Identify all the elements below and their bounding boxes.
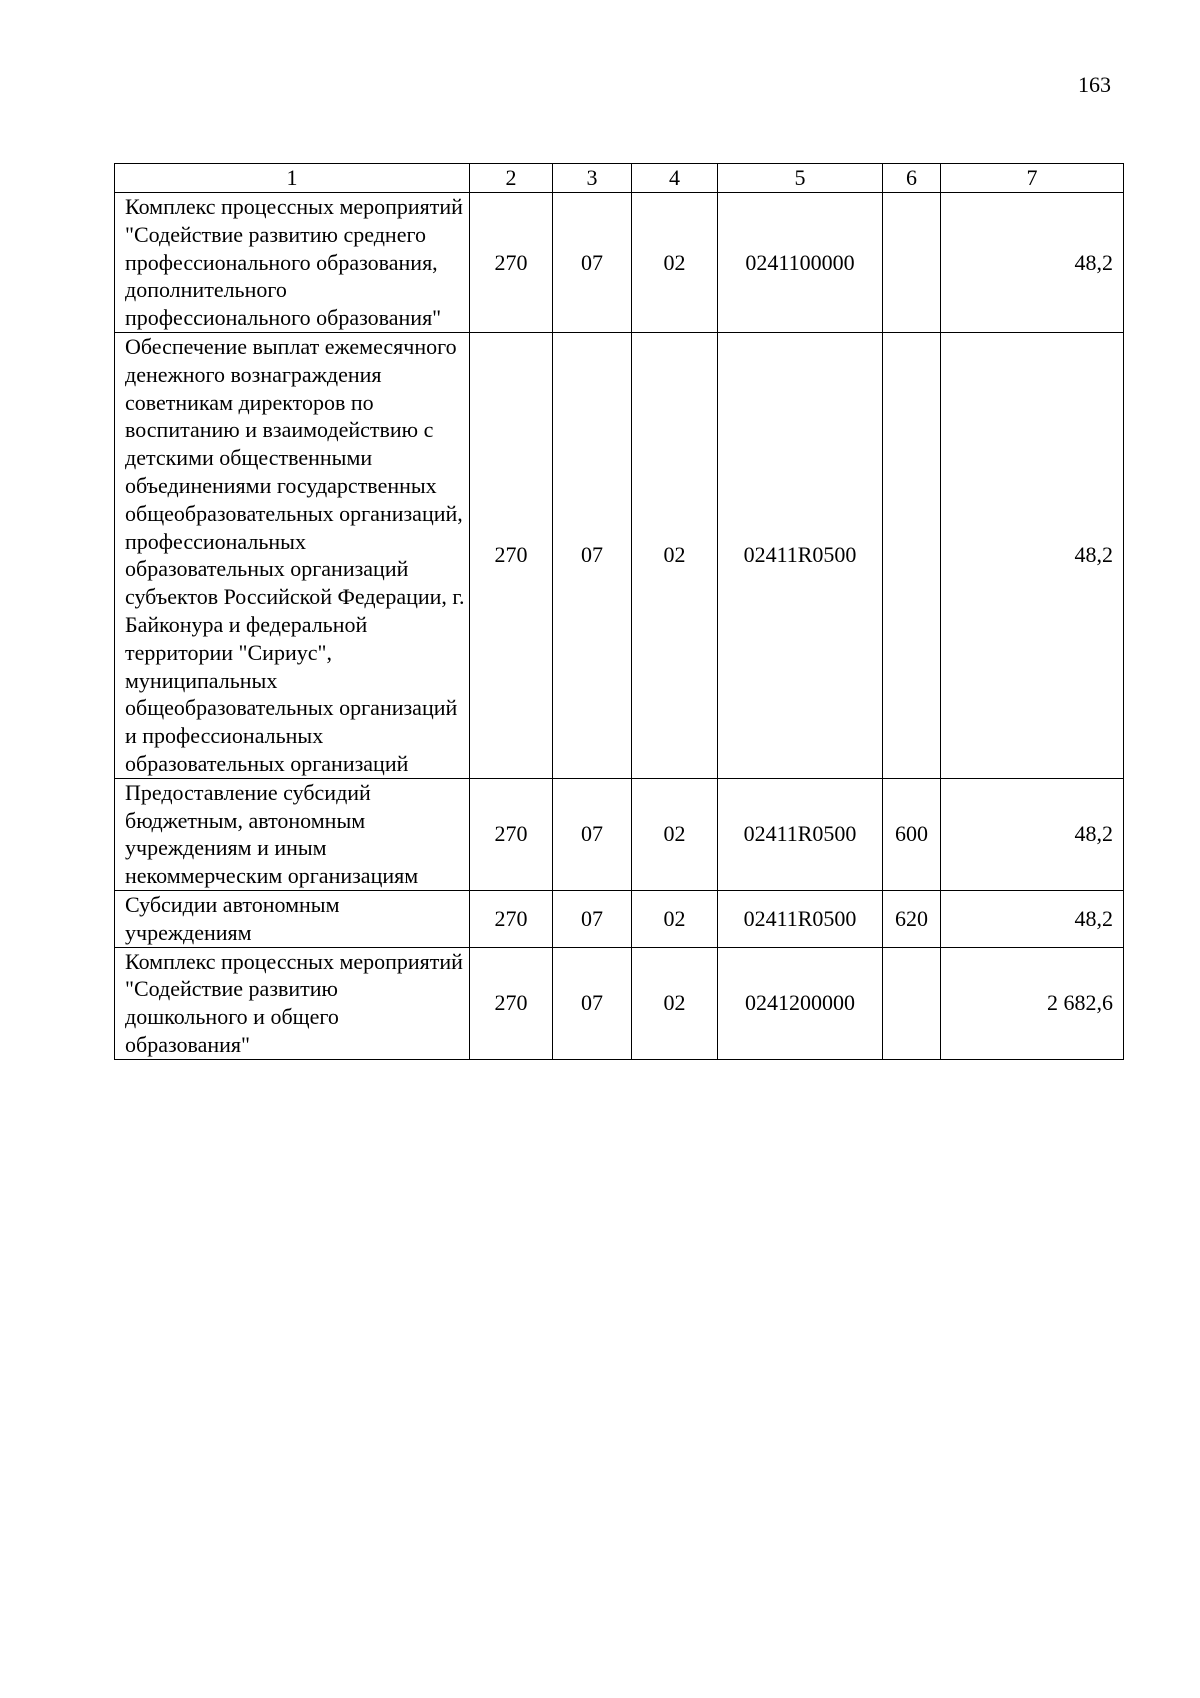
section-code: 07 bbox=[553, 947, 632, 1059]
subsection-code: 02 bbox=[632, 332, 718, 778]
target-article-code: 0241200000 bbox=[718, 947, 883, 1059]
expense-type-code: 600 bbox=[883, 778, 941, 890]
row-name: Предоставление субсидий бюджетным, автономным учреждениям и иным некоммерческим организациям bbox=[115, 778, 470, 890]
expense-type-code bbox=[883, 193, 941, 333]
subsection-code: 02 bbox=[632, 890, 718, 947]
column-header: 4 bbox=[632, 164, 718, 193]
target-article-code: 02411R0500 bbox=[718, 332, 883, 778]
row-name: Обеспечение выплат ежемесячного денежного вознаграждения советникам директоров по воспитанию и взаимодействию с детскими общественными объединениями государственных общеобразовательных организаций, профессиональных образовательных организаций субъектов Российской Федерации, г. Байконура и федеральной территории "Сириус", муниципальных общеобразовательных организаций и профессиональных образовательных организаций bbox=[115, 332, 470, 778]
column-header: 6 bbox=[883, 164, 941, 193]
expense-type-code bbox=[883, 332, 941, 778]
grbs-code: 270 bbox=[470, 778, 553, 890]
section-code: 07 bbox=[553, 778, 632, 890]
page-number: 163 bbox=[1078, 72, 1111, 97]
target-article-code: 0241100000 bbox=[718, 193, 883, 333]
section-code: 07 bbox=[553, 332, 632, 778]
amount-cell: 48,2 bbox=[941, 193, 1124, 333]
amount-cell: 48,2 bbox=[941, 890, 1124, 947]
subsection-code: 02 bbox=[632, 947, 718, 1059]
row-name: Субсидии автономным учреждениям bbox=[115, 890, 470, 947]
subsection-code: 02 bbox=[632, 193, 718, 333]
table-row bbox=[115, 890, 1124, 947]
row-name: Комплекс процессных мероприятий "Содействие развитию дошкольного и общего образования" bbox=[115, 947, 470, 1059]
column-header: 5 bbox=[718, 164, 883, 193]
target-article-code: 02411R0500 bbox=[718, 778, 883, 890]
subsection-code: 02 bbox=[632, 778, 718, 890]
budget-table bbox=[114, 163, 1124, 1060]
amount-cell: 2 682,6 bbox=[941, 947, 1124, 1059]
table-header-row bbox=[115, 164, 1124, 193]
column-header: 1 bbox=[115, 164, 470, 193]
column-header: 2 bbox=[470, 164, 553, 193]
amount-cell: 48,2 bbox=[941, 332, 1124, 778]
expense-type-code: 620 bbox=[883, 890, 941, 947]
grbs-code: 270 bbox=[470, 890, 553, 947]
target-article-code: 02411R0500 bbox=[718, 890, 883, 947]
table-row bbox=[115, 778, 1124, 890]
expense-type-code bbox=[883, 947, 941, 1059]
grbs-code: 270 bbox=[470, 193, 553, 333]
table-row bbox=[115, 193, 1124, 333]
row-name: Комплекс процессных мероприятий "Содействие развитию среднего профессионального образования, дополнительного профессионального образования" bbox=[115, 193, 470, 333]
table-row bbox=[115, 332, 1124, 778]
section-code: 07 bbox=[553, 890, 632, 947]
grbs-code: 270 bbox=[470, 947, 553, 1059]
section-code: 07 bbox=[553, 193, 632, 333]
grbs-code: 270 bbox=[470, 332, 553, 778]
amount-cell: 48,2 bbox=[941, 778, 1124, 890]
column-header: 7 bbox=[941, 164, 1124, 193]
table-row bbox=[115, 947, 1124, 1059]
column-header: 3 bbox=[553, 164, 632, 193]
